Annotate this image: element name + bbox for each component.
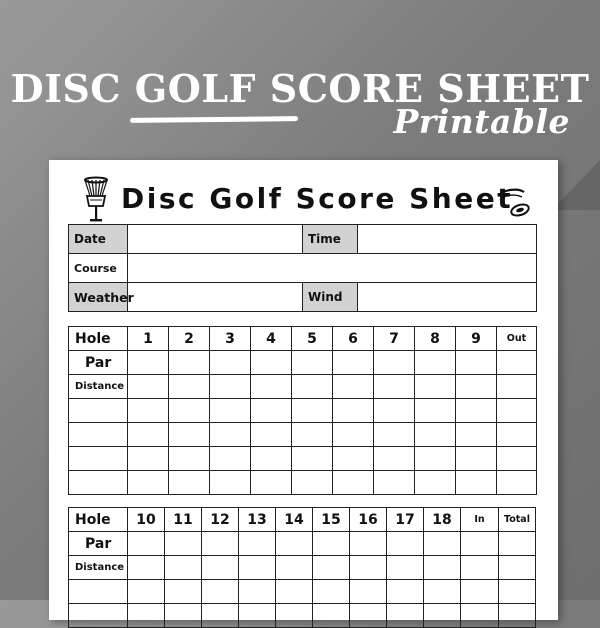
hole-number: 15 — [313, 508, 350, 532]
score-cell[interactable] — [333, 375, 374, 399]
back-distance-label: Distance — [69, 556, 128, 580]
course-field[interactable] — [128, 254, 537, 283]
score-cell[interactable] — [374, 375, 415, 399]
in-label: In — [461, 508, 499, 532]
score-cell[interactable] — [251, 375, 292, 399]
score-cell[interactable] — [387, 604, 424, 628]
front-distance-row — [69, 375, 537, 399]
score-cell[interactable] — [350, 532, 387, 556]
score-cell[interactable] — [276, 604, 313, 628]
score-cell[interactable] — [276, 580, 313, 604]
time-label: Time — [303, 225, 358, 254]
score-cell[interactable] — [292, 447, 333, 471]
wind-field[interactable] — [358, 283, 537, 312]
banner-title: DISC GOLF SCORE SHEET — [10, 66, 590, 111]
front-distance-label: Distance — [69, 375, 128, 399]
hole-number: 8 — [415, 327, 456, 351]
score-cell[interactable] — [292, 399, 333, 423]
score-cell[interactable] — [169, 351, 210, 375]
front-hole-label: Hole — [69, 327, 128, 351]
front-nine-table — [68, 326, 537, 495]
player-name-cell[interactable] — [69, 471, 128, 495]
score-cell[interactable] — [239, 580, 276, 604]
player-name-cell[interactable] — [69, 604, 128, 628]
front-hole-row — [69, 327, 537, 351]
player-row — [69, 604, 536, 628]
score-cell[interactable] — [128, 375, 169, 399]
score-cell[interactable] — [333, 471, 374, 495]
score-cell[interactable] — [128, 447, 169, 471]
score-cell[interactable] — [456, 399, 497, 423]
score-cell[interactable] — [128, 580, 165, 604]
player-name-cell[interactable] — [69, 423, 128, 447]
back-par-row — [69, 532, 536, 556]
score-cell[interactable] — [415, 399, 456, 423]
score-cell[interactable] — [333, 447, 374, 471]
score-cell[interactable] — [292, 471, 333, 495]
score-cell[interactable] — [313, 532, 350, 556]
score-cell[interactable] — [251, 399, 292, 423]
score-cell[interactable] — [165, 556, 202, 580]
player-name-cell[interactable] — [69, 447, 128, 471]
date-field[interactable] — [128, 225, 303, 254]
player-row — [69, 580, 536, 604]
total-label: Total — [499, 508, 536, 532]
score-cell[interactable] — [456, 375, 497, 399]
score-cell[interactable] — [165, 604, 202, 628]
score-cell[interactable] — [251, 447, 292, 471]
score-cell[interactable] — [202, 604, 239, 628]
score-cell[interactable] — [350, 580, 387, 604]
score-cell[interactable] — [169, 375, 210, 399]
score-cell[interactable] — [461, 532, 499, 556]
score-cell[interactable] — [128, 351, 169, 375]
date-label: Date — [69, 225, 128, 254]
score-cell[interactable] — [276, 532, 313, 556]
score-cell[interactable] — [499, 532, 536, 556]
score-cell[interactable] — [292, 423, 333, 447]
banner-underline — [130, 116, 298, 123]
score-cell[interactable] — [333, 399, 374, 423]
score-cell[interactable] — [461, 556, 499, 580]
hole-number: 4 — [251, 327, 292, 351]
score-cell[interactable] — [202, 556, 239, 580]
sheet-title: Disc Golf Score Sheet — [121, 182, 514, 215]
score-cell[interactable] — [497, 399, 537, 423]
score-cell[interactable] — [350, 604, 387, 628]
course-label: Course — [69, 254, 128, 283]
score-cell[interactable] — [239, 532, 276, 556]
score-cell[interactable] — [499, 580, 536, 604]
score-cell[interactable] — [497, 423, 537, 447]
hole-number: 7 — [374, 327, 415, 351]
round-info-table — [68, 224, 537, 312]
score-cell[interactable] — [292, 351, 333, 375]
score-cell[interactable] — [313, 556, 350, 580]
hole-number: 1 — [128, 327, 169, 351]
score-cell[interactable] — [169, 423, 210, 447]
back-nine-table — [68, 507, 536, 628]
score-cell[interactable] — [251, 471, 292, 495]
hole-number: 16 — [350, 508, 387, 532]
player-row — [69, 471, 537, 495]
out-label: Out — [497, 327, 537, 351]
back-hole-row — [69, 508, 536, 532]
score-cell[interactable] — [239, 604, 276, 628]
score-cell[interactable] — [169, 447, 210, 471]
back-distance-row — [69, 556, 536, 580]
back-par-label: Par — [69, 532, 128, 556]
score-cell[interactable] — [387, 580, 424, 604]
score-cell[interactable] — [202, 532, 239, 556]
hole-number: 10 — [128, 508, 165, 532]
score-cell[interactable] — [461, 604, 499, 628]
weather-field[interactable] — [128, 283, 303, 312]
player-row — [69, 423, 537, 447]
score-cell[interactable] — [165, 532, 202, 556]
player-name-cell[interactable] — [69, 580, 128, 604]
score-cell[interactable] — [374, 399, 415, 423]
score-cell[interactable] — [374, 423, 415, 447]
score-cell[interactable] — [239, 556, 276, 580]
corner-shade — [552, 160, 600, 210]
score-cell[interactable] — [210, 351, 251, 375]
hole-number: 2 — [169, 327, 210, 351]
hole-number: 11 — [165, 508, 202, 532]
score-cell[interactable] — [169, 399, 210, 423]
score-cell[interactable] — [374, 471, 415, 495]
banner-subtitle: Printable — [393, 102, 570, 141]
score-cell[interactable] — [456, 423, 497, 447]
score-cell[interactable] — [251, 423, 292, 447]
score-cell[interactable] — [415, 351, 456, 375]
hole-number: 12 — [202, 508, 239, 532]
hole-number: 3 — [210, 327, 251, 351]
hole-number: 9 — [456, 327, 497, 351]
front-par-label: Par — [69, 351, 128, 375]
player-row — [69, 447, 537, 471]
score-cell[interactable] — [456, 471, 497, 495]
hole-number: 14 — [276, 508, 313, 532]
time-field[interactable] — [358, 225, 537, 254]
score-cell[interactable] — [387, 556, 424, 580]
score-cell[interactable] — [210, 399, 251, 423]
score-cell[interactable] — [128, 471, 169, 495]
score-cell[interactable] — [202, 580, 239, 604]
score-cell[interactable] — [292, 375, 333, 399]
hole-number: 13 — [239, 508, 276, 532]
score-cell[interactable] — [313, 580, 350, 604]
score-cell[interactable] — [374, 447, 415, 471]
score-cell[interactable] — [128, 556, 165, 580]
score-cell[interactable] — [497, 375, 537, 399]
hole-number: 18 — [424, 508, 461, 532]
score-cell[interactable] — [165, 580, 202, 604]
score-cell[interactable] — [424, 532, 461, 556]
score-cell[interactable] — [415, 423, 456, 447]
score-cell[interactable] — [456, 447, 497, 471]
score-cell[interactable] — [350, 556, 387, 580]
score-cell[interactable] — [424, 556, 461, 580]
score-cell[interactable] — [415, 375, 456, 399]
hole-number: 5 — [292, 327, 333, 351]
wind-label: Wind — [303, 283, 358, 312]
score-cell[interactable] — [333, 423, 374, 447]
score-cell[interactable] — [128, 604, 165, 628]
score-cell[interactable] — [499, 556, 536, 580]
score-cell[interactable] — [128, 532, 165, 556]
score-cell[interactable] — [251, 351, 292, 375]
score-cell[interactable] — [374, 351, 415, 375]
score-cell[interactable] — [276, 556, 313, 580]
player-name-cell[interactable] — [69, 399, 128, 423]
score-sheet-page — [49, 160, 558, 620]
score-cell[interactable] — [456, 351, 497, 375]
score-cell[interactable] — [210, 375, 251, 399]
score-cell[interactable] — [333, 351, 374, 375]
disc-golf-basket-icon — [83, 176, 109, 222]
score-cell[interactable] — [210, 447, 251, 471]
score-cell[interactable] — [424, 604, 461, 628]
score-cell[interactable] — [210, 423, 251, 447]
hole-number: 17 — [387, 508, 424, 532]
score-cell[interactable] — [497, 351, 537, 375]
flying-disc-icon — [494, 186, 532, 220]
back-hole-label: Hole — [69, 508, 128, 532]
score-cell[interactable] — [424, 580, 461, 604]
score-cell[interactable] — [210, 471, 251, 495]
front-par-row — [69, 351, 537, 375]
score-cell[interactable] — [497, 471, 537, 495]
score-cell[interactable] — [128, 399, 169, 423]
score-cell[interactable] — [497, 447, 537, 471]
score-cell[interactable] — [461, 580, 499, 604]
score-cell[interactable] — [169, 471, 210, 495]
score-cell[interactable] — [313, 604, 350, 628]
score-cell[interactable] — [387, 532, 424, 556]
sheet-header — [49, 160, 558, 224]
score-cell[interactable] — [415, 471, 456, 495]
weather-label: Weather — [69, 283, 128, 312]
score-cell[interactable] — [499, 604, 536, 628]
score-cell[interactable] — [415, 447, 456, 471]
player-row — [69, 399, 537, 423]
score-cell[interactable] — [128, 423, 169, 447]
hole-number: 6 — [333, 327, 374, 351]
